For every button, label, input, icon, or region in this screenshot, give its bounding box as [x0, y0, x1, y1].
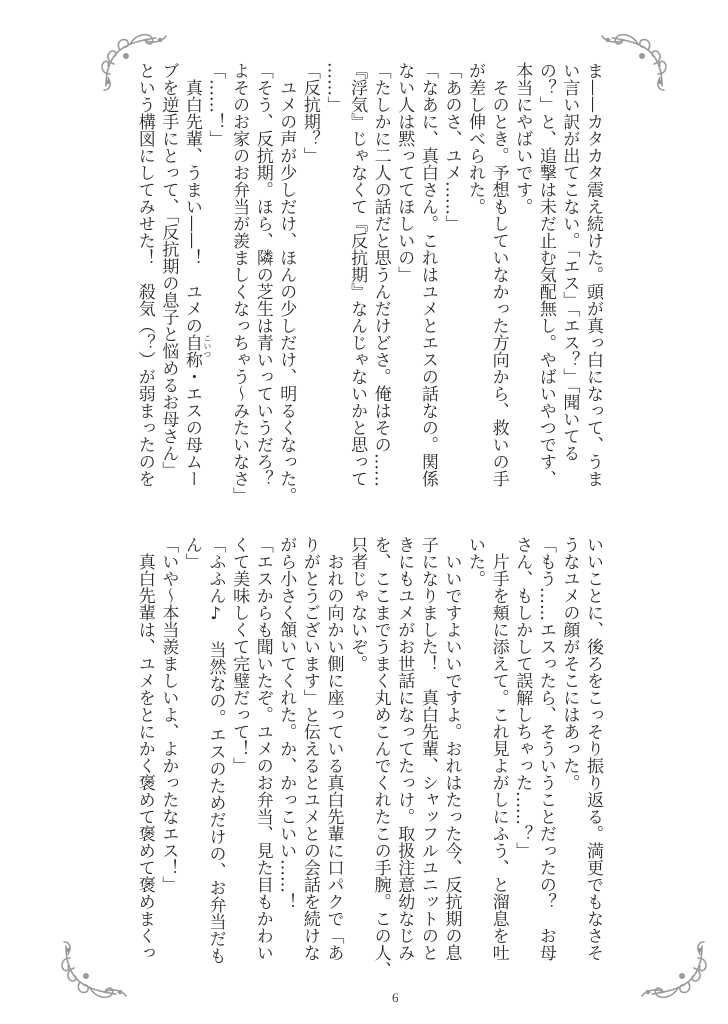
- text-line: が差し伸べられた。: [465, 62, 486, 215]
- text-line: 「エスからも聞いたぞ。ユメのお弁当、見た目もかわい: [252, 536, 273, 961]
- text-line: ない人は黙っててほしいの」: [394, 62, 415, 283]
- text-line: 只者じゃないぞ。: [347, 536, 368, 672]
- text-line: 真白先輩は、ユメをとにかく褒めて褒めて褒めまくっ: [134, 536, 155, 961]
- text-line: ブを逆手にとって、「反抗期の息子と悩めるお母さん」: [158, 62, 179, 479]
- text-line: よそのお家のお弁当が羨ましくなっちゃう～みたいなさ」: [229, 62, 250, 504]
- text-line: ん」: [181, 536, 202, 570]
- text-line: 「ふふん♪ 当然なの。エスのためだけの、お弁当だも: [205, 536, 226, 964]
- text-line: 「そう、反抗期。ほら、隣の芝生は青いっていうだろ？: [252, 62, 273, 487]
- text-line: 片手を頬に添えて。これ見よがしにふう、と溜息を吐: [488, 536, 509, 961]
- text-line: きにもユメがお世話になってたっけ。取扱注意幼なじみ: [394, 536, 415, 961]
- text-line: りがとうございます」と伝えるとユメとの会話を続けな: [299, 536, 320, 961]
- text-line: の？」と、追撃は未だ止む気配無し。やばいやつです、: [535, 62, 556, 487]
- page-number: 6: [392, 990, 399, 1005]
- text-line: さん、もしかして誤解しちゃった……？」: [512, 536, 533, 859]
- text-line: 『浮気』じゃなくて『反抗期』なんじゃないかと思って: [347, 62, 368, 487]
- text-line: 「いや～本当羨ましいよ、よかったなエス！」: [158, 536, 179, 893]
- text-line: うなユメの顔がそこにはあった。: [559, 536, 580, 791]
- text-line: ユメの声が少しだけ、ほんの少しだけ、明るくなった。: [276, 62, 297, 504]
- text-line: いた。: [465, 536, 486, 587]
- text-line: を、ここまでうまく丸めこんでくれたこの手腕。この人、: [370, 536, 391, 978]
- ruby-text: こいつ: [202, 334, 212, 358]
- text-line: い言い訳が出てこない。「エス」「エス？」「聞いてる: [559, 62, 580, 462]
- text-line: そのとき。予想もしていなかった方向から、救いの手: [488, 62, 509, 487]
- text-line: いいことに、後ろをこっそり振り返る。満更でもなさそ: [583, 536, 603, 961]
- corner-flourish-bottom-right: [636, 940, 708, 1002]
- text-line: くて美味しくて完璧だって！」: [229, 536, 250, 774]
- flourish-icon: [60, 940, 132, 1002]
- text-segment: 真白先輩、うまい——！ ユメの: [181, 62, 202, 334]
- flourish-icon: [636, 940, 708, 1002]
- text-line: 「なあに、真白さん。これはユメとエスの話なの。関係: [417, 62, 438, 487]
- ruby-base: 自称: [181, 334, 202, 368]
- text-line: ……」: [323, 62, 344, 113]
- text-line: がら小さく頷いてくれた。か、かっこいい……！: [276, 536, 297, 910]
- text-line: 「……！」: [205, 62, 226, 147]
- text-line: 「たしかに二人の話だと思うんだけどさ。俺はその……: [370, 62, 391, 487]
- text-line: という構図にしてみせた！ 殺気（？）が弱まったのを: [134, 62, 155, 487]
- text-line: 子になりました！ 真白先輩、シャッフルユニットのと: [417, 536, 438, 961]
- text-line: 「反抗期？」: [299, 62, 320, 164]
- corner-flourish-top-right: [596, 30, 668, 92]
- text-block-top: [132, 62, 604, 508]
- text-segment: ・エスの母ムー: [181, 368, 202, 487]
- text-line: [179, 62, 212, 508]
- text-line: 本当にやばいです。: [512, 62, 533, 215]
- text-line: いいですよいいですよ。おれはたった今、反抗期の息: [441, 536, 462, 961]
- text-line: おれの向かい側に座っている真白先輩に口パクで「あ: [323, 536, 344, 961]
- text-block-bottom: [132, 536, 604, 982]
- corner-flourish-bottom-left: [60, 940, 132, 1002]
- text-line: 「あのさ、ユメ……」: [441, 62, 462, 232]
- flourish-icon: [596, 30, 668, 92]
- ruby-annotation: [179, 334, 212, 368]
- text-line: ま——カタカタ震え続けた。頭が真っ白になって、うま: [583, 62, 603, 487]
- text-line: 「もう……エスったら、そういうことだったの？ お母: [535, 536, 556, 961]
